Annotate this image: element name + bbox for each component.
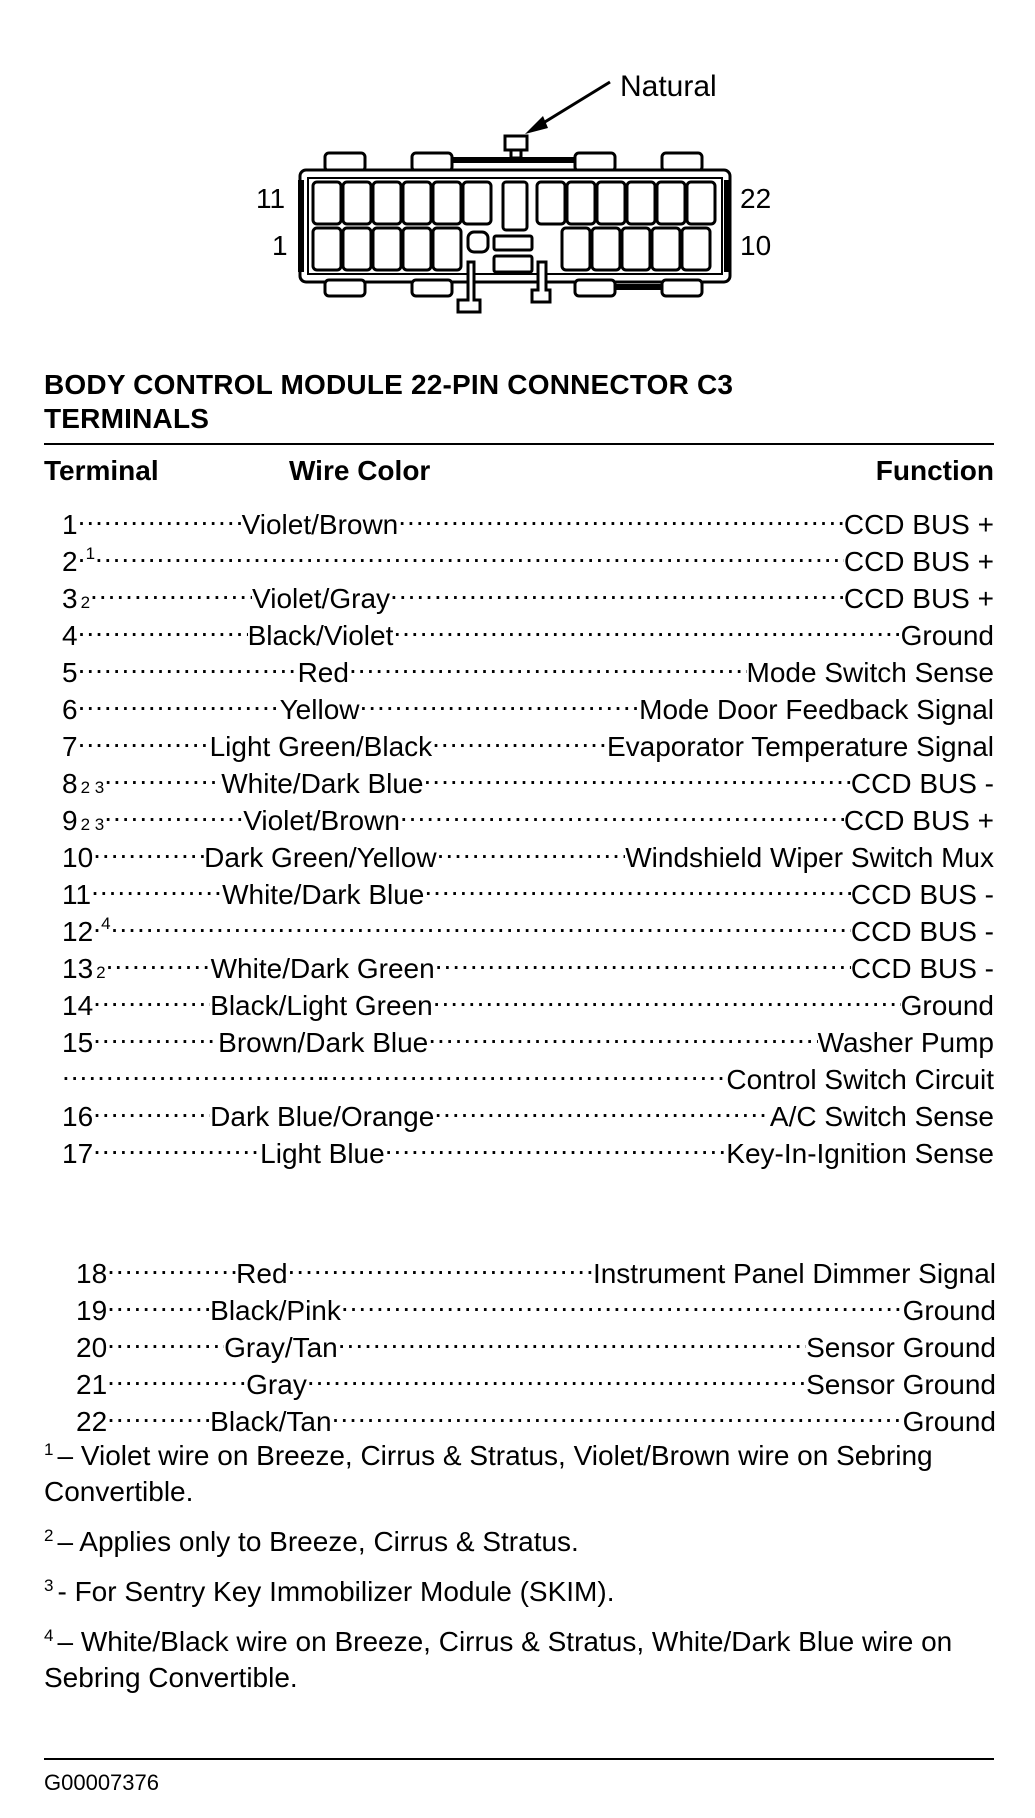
terminal-number: 6 xyxy=(62,694,78,725)
leader-dots xyxy=(341,1283,903,1320)
leader-dots xyxy=(78,497,242,534)
function-text: Sensor Ground xyxy=(806,1332,996,1363)
footnote-mark: 1 xyxy=(44,1439,54,1459)
wire-color: White/Dark Blue xyxy=(222,879,425,910)
function-text: CCD BUS - xyxy=(850,916,994,947)
terminal-number: 5 xyxy=(62,657,78,688)
terminal-rows-1-17 xyxy=(62,497,994,1169)
natural-label: Natural xyxy=(620,70,717,103)
leader-dots xyxy=(104,793,243,830)
function-text: Key-In-Ignition Sense xyxy=(726,1138,994,1169)
function-text: CCD BUS - xyxy=(850,768,994,799)
function-text: CCD BUS + xyxy=(843,805,994,836)
function-text: Washer Pump xyxy=(817,1027,994,1058)
function-text: CCD BUS + xyxy=(843,583,994,614)
terminal-number: 8 xyxy=(62,768,78,799)
wire-color: Black/Pink xyxy=(210,1295,341,1326)
leader-dots xyxy=(385,1126,727,1163)
footnote xyxy=(44,1624,994,1696)
function-text: CCD BUS - xyxy=(850,953,994,984)
leader-dots xyxy=(78,645,298,682)
terminal-number: 22 xyxy=(76,1406,108,1437)
table-row xyxy=(62,682,994,725)
wire-color: Violet/Brown xyxy=(241,509,399,540)
leader-dots xyxy=(106,941,211,978)
leader-dots xyxy=(307,1357,806,1394)
connector-diagram xyxy=(0,0,1035,340)
leader-dots xyxy=(78,682,280,719)
function-text: CCD BUS + xyxy=(843,509,994,540)
pointer-arrowhead xyxy=(525,116,548,134)
wire-color: Light Green/Black xyxy=(209,731,433,762)
terminal-number: 16 xyxy=(62,1101,94,1132)
header-terminal: Terminal xyxy=(44,455,159,486)
terminal-number: 4 xyxy=(62,620,78,651)
table-row xyxy=(76,1283,996,1326)
leader-dots xyxy=(93,830,204,867)
wire-color: Black/Light Green xyxy=(210,990,433,1021)
table-row xyxy=(62,1126,994,1169)
leader-dots xyxy=(428,1015,817,1052)
table-row xyxy=(76,1320,996,1363)
leader-dots xyxy=(288,1246,593,1283)
function-text: Ground xyxy=(900,620,994,651)
wire-color: Light Blue xyxy=(260,1138,385,1169)
table-row xyxy=(62,608,994,651)
wire-color: Yellow xyxy=(279,694,360,725)
function-text: Mode Door Feedback Signal xyxy=(639,694,994,725)
wire-color: White/Dark Green xyxy=(210,953,435,984)
leader-dots xyxy=(91,867,222,904)
terminal-number: 3 xyxy=(62,583,78,614)
wire-footnote-mark: 4 xyxy=(101,914,111,933)
figure-code: G00007376 xyxy=(44,1770,159,1795)
table-title xyxy=(44,368,994,436)
top-rule xyxy=(44,443,994,445)
footnote-text: – Violet wire on Breeze, Cirrus & Stratus, Violet/Brown wire on Sebring Convertible. xyxy=(44,1440,933,1507)
table-row xyxy=(76,1394,996,1437)
wire-color: Red xyxy=(236,1258,288,1289)
table-row xyxy=(62,867,994,910)
leader-dots xyxy=(332,1394,903,1431)
leader-dots xyxy=(93,978,210,1015)
bottom-row-cavities xyxy=(313,228,710,272)
function-text: CCD BUS + xyxy=(843,546,994,577)
leader-dots xyxy=(435,941,851,978)
leader-dots xyxy=(393,608,900,645)
leader-dots xyxy=(400,793,844,830)
leader-dots xyxy=(104,756,221,793)
function-text: Ground xyxy=(900,990,994,1021)
column-headers xyxy=(44,455,994,493)
terminal-number: 10 xyxy=(62,842,94,873)
terminal-number: 14 xyxy=(62,990,94,1021)
leader-dots xyxy=(349,645,747,682)
footnote-text: - For Sentry Key Immobilizer Module (SKIM). xyxy=(57,1576,615,1607)
leader-dots xyxy=(93,1015,218,1052)
table-row: 8 2 3 ..... White/Dark Blue ..... CCD BUS - xyxy=(62,756,994,793)
function-text: A/C Switch Sense xyxy=(769,1101,994,1132)
leader-dots xyxy=(432,719,607,756)
table-row xyxy=(62,497,994,540)
wire-color: Dark Green/Yellow xyxy=(204,842,437,873)
pin-label-11: 11 xyxy=(256,183,286,214)
table-row xyxy=(76,1357,996,1400)
function-text: CCD BUS - xyxy=(850,879,994,910)
footnote xyxy=(44,1524,994,1560)
table-row xyxy=(62,1015,994,1058)
function-text: Evaporator Temperature Signal xyxy=(606,731,994,762)
leader-dots xyxy=(107,1394,210,1431)
function-text: Ground xyxy=(902,1406,996,1437)
title-line-1: BODY CONTROL MODULE 22-PIN CONNECTOR C3 xyxy=(44,369,734,400)
wire-color: Black/Violet xyxy=(247,620,394,651)
pin-label-10: 10 xyxy=(740,230,772,261)
leader-dots xyxy=(322,1052,726,1089)
leader-dots xyxy=(390,571,844,608)
wire-color: White/Dark Blue xyxy=(221,768,424,799)
wire-color: Brown/Dark Blue xyxy=(218,1027,429,1058)
terminal-number: 15 xyxy=(62,1027,94,1058)
terminal-number: 12 xyxy=(62,916,94,947)
pin-label-1: 1 xyxy=(272,230,288,261)
leader-dots xyxy=(434,1089,770,1126)
footnote xyxy=(44,1438,994,1510)
title-line-2: TERMINALS xyxy=(44,403,210,434)
function-text: Sensor Ground xyxy=(806,1369,996,1400)
bottom-rule xyxy=(44,1758,994,1760)
leader-dots xyxy=(107,1246,236,1283)
pin-label-22: 22 xyxy=(740,183,772,214)
table-row xyxy=(62,719,994,762)
table-row: 9 2 3 ..... Violet/Brown ..... CCD BUS + xyxy=(62,793,994,830)
function-text: Control Switch Circuit xyxy=(726,1064,994,1095)
footnote xyxy=(44,1574,994,1610)
table-row: 13 2 ..... White/Dark Green ..... CCD BUS - xyxy=(62,941,994,978)
table-row: 3 2 ..... Violet/Gray ..... CCD BUS + xyxy=(62,571,994,608)
terminal-number: 2 xyxy=(62,546,78,577)
footnote-text: – Applies only to Breeze, Cirrus & Stratus. xyxy=(57,1526,579,1557)
table-row xyxy=(62,1089,994,1132)
wire-color: Violet/Gray xyxy=(252,583,391,614)
wire-color: Gray xyxy=(246,1369,307,1400)
leader-dots xyxy=(107,1283,210,1320)
terminal-number: 18 xyxy=(76,1258,108,1289)
table-row xyxy=(62,830,994,873)
table-row xyxy=(62,904,994,947)
footnote-mark: 3 xyxy=(44,1575,54,1595)
leader-dots xyxy=(78,719,210,756)
footnote-mark: 2 xyxy=(44,1525,54,1545)
table-row xyxy=(76,1246,996,1289)
table-row xyxy=(62,645,994,688)
wire-color: Gray/Tan xyxy=(224,1332,338,1363)
leader-dots xyxy=(107,1357,246,1394)
footnote-mark: 4 xyxy=(44,1625,54,1645)
pointer-arrow-line xyxy=(535,82,610,128)
terminal-number: 11 xyxy=(62,879,92,910)
leader-dots xyxy=(78,534,86,571)
leader-dots xyxy=(93,904,101,941)
terminal-number: 20 xyxy=(76,1332,108,1363)
wire-color: Dark Blue/Orange xyxy=(210,1101,435,1132)
wire-color: Violet/Brown xyxy=(243,805,400,836)
header-wire-color: Wire Color xyxy=(289,455,431,486)
leader-dots xyxy=(360,682,640,719)
leader-dots xyxy=(437,830,626,867)
leader-dots xyxy=(93,1126,260,1163)
function-text: Windshield Wiper Switch Mux xyxy=(625,842,994,873)
terminal-number: 17 xyxy=(62,1138,94,1169)
terminal-number: 21 xyxy=(76,1369,108,1400)
terminal-number: 13 xyxy=(62,953,94,984)
terminal-number: 7 xyxy=(62,731,78,762)
function-text: Instrument Panel Dimmer Signal xyxy=(592,1258,996,1289)
wire-color: Black/Tan xyxy=(210,1406,332,1437)
leader-dots xyxy=(424,867,851,904)
leader-dots xyxy=(62,1052,322,1089)
leader-dots xyxy=(424,756,851,793)
leader-dots xyxy=(433,978,901,1015)
leader-dots xyxy=(93,1089,210,1126)
function-text: Mode Switch Sense xyxy=(746,657,994,688)
terminal-number: 19 xyxy=(76,1295,108,1326)
terminal-rows-18-22 xyxy=(76,1246,996,1437)
wire-footnote-mark: 1 xyxy=(85,544,96,563)
terminal-number: 9 xyxy=(62,805,78,836)
function-text: Ground xyxy=(902,1295,996,1326)
leader-dots xyxy=(398,497,844,534)
footnote-text: – White/Black wire on Breeze, Cirrus & Stratus, White/Dark Blue wire on Sebring Convertible. xyxy=(44,1626,953,1693)
footnotes xyxy=(44,1438,994,1710)
leader-dots xyxy=(111,904,851,941)
leader-dots xyxy=(107,1320,224,1357)
table-row xyxy=(62,978,994,1021)
leader-dots xyxy=(338,1320,806,1357)
table-row xyxy=(62,1052,994,1095)
terminal-number: 1 xyxy=(62,509,78,540)
leader-dots xyxy=(78,608,248,645)
table-row xyxy=(62,534,994,577)
header-function: Function xyxy=(875,455,994,486)
top-row-cavities xyxy=(313,182,715,230)
leader-dots xyxy=(90,571,252,608)
leader-dots xyxy=(95,534,844,571)
wire-color: Red xyxy=(297,657,349,688)
